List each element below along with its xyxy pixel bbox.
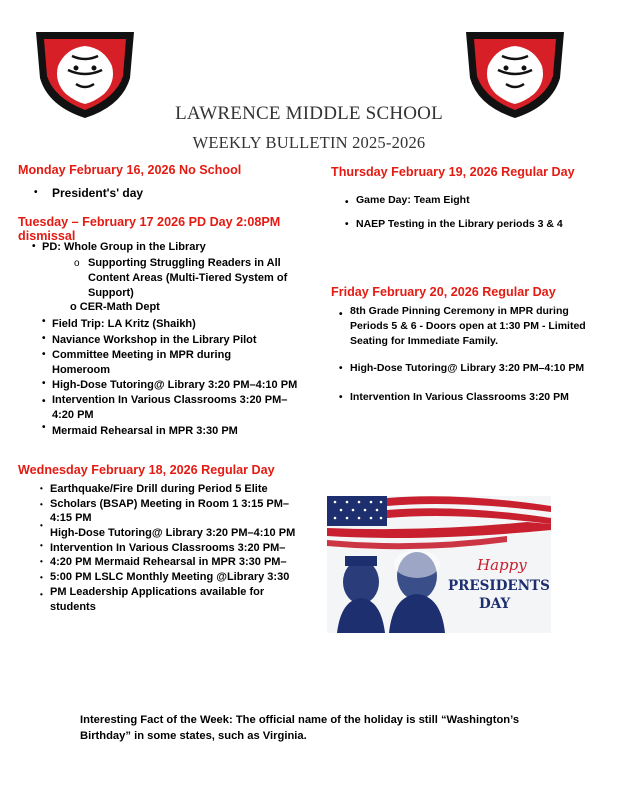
tuesday-sub1-line1: Supporting Struggling Readers in All: [88, 257, 281, 269]
wednesday-line: PM Leadership Applications available for: [50, 586, 265, 598]
bullet-icon: •: [40, 521, 43, 530]
bullet-icon: •: [40, 541, 43, 550]
flag-canton: [327, 496, 387, 526]
wednesday-heading: Wednesday February 18, 2026 Regular Day: [18, 463, 275, 477]
presidents-day-graphic: [327, 496, 551, 633]
tuesday-sub1-line2: Content Areas (Multi-Tiered System of: [88, 272, 288, 284]
bullet-icon: •: [42, 378, 46, 389]
tuesday-sub2: o CER-Math Dept: [70, 301, 160, 313]
wednesday-line: Earthquake/Fire Drill during Period 5 Elite: [50, 483, 268, 495]
tuesday-item: Field Trip: LA Kritz (Shaikh): [52, 318, 196, 330]
school-name: LAWRENCE MIDDLE SCHOOL: [175, 103, 443, 124]
bullet-icon: •: [345, 219, 349, 230]
bullet-icon: •: [40, 573, 43, 582]
tuesday-item: Mermaid Rehearsal in MPR 3:30 PM: [52, 425, 238, 437]
bullet-icon: •: [42, 333, 46, 344]
tuesday-heading-cont: dismissal: [18, 229, 76, 243]
wednesday-line: 5:00 PM LSLC Monthly Meeting @Library 3:30: [50, 571, 290, 583]
thursday-heading: Thursday February 19, 2026 Regular Day: [331, 165, 575, 179]
bullet-icon: •: [345, 197, 349, 208]
monday-item: President's' day: [52, 186, 144, 200]
tuesday-item: High-Dose Tutoring@ Library 3:20 PM–4:10 PM: [52, 379, 298, 391]
bullet-icon: •: [339, 363, 343, 374]
friday-item1-line2: Periods 5 & 6 - Doors open at 1:30 PM - Limited: [350, 320, 586, 332]
bullet-icon: •: [40, 500, 43, 509]
friday-item1-line1: 8th Grade Pinning Ceremony in MPR during: [350, 305, 569, 317]
friday-heading: Friday February 20, 2026 Regular Day: [331, 285, 556, 299]
bulletin-title: WEEKLY BULLETIN 2025-2026: [192, 133, 426, 152]
tuesday-heading: Tuesday – February 17 2026 PD Day 2:08PM: [18, 215, 281, 229]
tuesday-item-cont: Homeroom: [52, 364, 111, 376]
happy-text: Happy: [477, 556, 527, 574]
presidents-text: PRESIDENTS: [448, 578, 550, 594]
tuesday-item-cont: 4:20 PM: [52, 409, 94, 421]
bullet-icon: •: [40, 590, 43, 599]
friday-item2: High-Dose Tutoring@ Library 3:20 PM–4:10 PM: [350, 362, 585, 374]
friday-item3: Intervention In Various Classrooms 3:20 PM: [350, 391, 569, 403]
tuesday-item: Naviance Workshop in the Library Pilot: [52, 334, 257, 346]
fact-line2: Birthday” in some states, such as Virginia.: [80, 730, 307, 742]
wednesday-line: 4:15 PM: [50, 512, 92, 524]
wednesday-line: Scholars (BSAP) Meeting in Room 1 3:15 PM–: [50, 498, 289, 510]
thursday-item: Game Day: Team Eight: [356, 194, 470, 206]
bullet-icon: •: [42, 396, 46, 407]
wednesday-line: Intervention In Various Classrooms 3:20 PM–: [50, 542, 286, 554]
tuesday-item: Intervention In Various Classrooms 3:20 PM–: [52, 394, 288, 406]
bullet-icon: •: [42, 422, 46, 433]
bullet-icon: •: [42, 349, 46, 360]
friday-item1-line3: Seating for Immediate Family.: [350, 335, 499, 347]
fact-of-week: [80, 712, 540, 744]
bullet-icon: •: [32, 241, 36, 252]
day-text: DAY: [479, 596, 511, 612]
wednesday-line: students: [50, 601, 96, 613]
monday-heading: Monday February 16, 2026 No School: [18, 163, 242, 177]
wednesday-line: 4:20 PM Mermaid Rehearsal in MPR 3:30 PM–: [50, 556, 287, 568]
bullet-icon: •: [339, 392, 343, 403]
bullet-icon: •: [40, 484, 43, 493]
bullet-icon: •: [339, 309, 343, 320]
tuesday-item: Committee Meeting in MPR during: [52, 349, 232, 361]
bullet-icon: •: [40, 557, 43, 566]
thursday-item: NAEP Testing in the Library periods 3 & 4: [356, 218, 563, 230]
tuesday-pd: PD: Whole Group in the Library: [42, 241, 206, 253]
wednesday-line: High-Dose Tutoring@ Library 3:20 PM–4:10 PM: [50, 527, 296, 539]
tuesday-sub1-line3: Support): [88, 287, 134, 299]
bullet-icon: •: [42, 316, 46, 327]
bullet-icon: •: [34, 187, 38, 198]
sub-bullet-icon: o: [74, 258, 80, 269]
fact-line1: Interesting Fact of the Week: The official name of the holiday is still “Washington’s: [80, 714, 520, 726]
